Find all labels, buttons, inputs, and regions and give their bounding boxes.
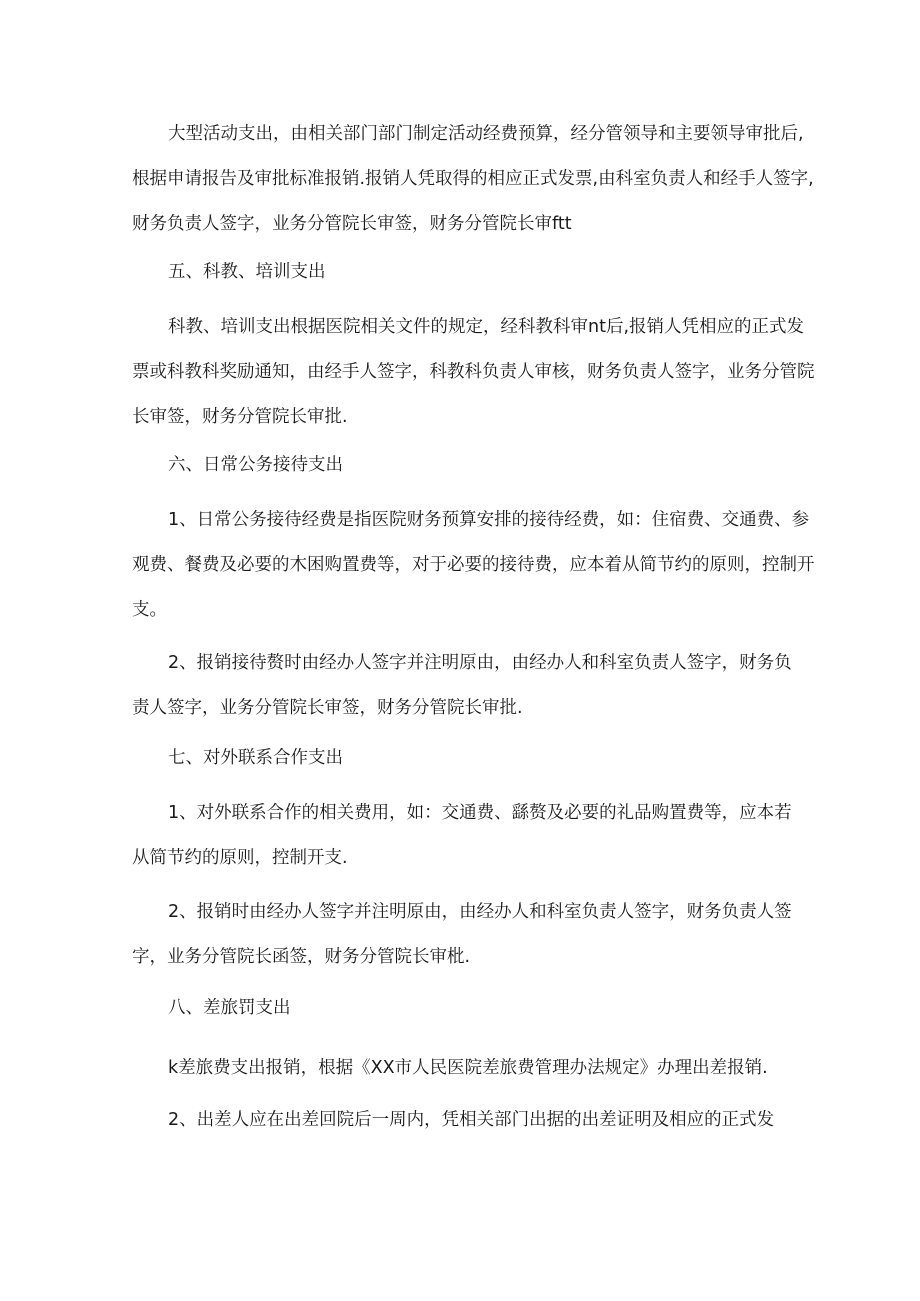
heading-section-6: 六、日常公务接待支出 bbox=[168, 455, 343, 475]
text-line: 财务负责人签字，业务分管院长审签，财务分管院长审ftt bbox=[132, 214, 572, 234]
text-line: 观费、餐费及必要的木困购置费等，对于必要的接待费，应本着从简节约的原则，控制开 bbox=[132, 555, 815, 575]
text-line: 支。 bbox=[132, 600, 167, 620]
text-line: 责人签字，业务分管院长审签，财务分管院长审批. bbox=[132, 698, 523, 718]
paragraph-reception-item-2 bbox=[132, 641, 812, 731]
paragraph-external-cooperation-item-1 bbox=[132, 791, 812, 881]
text-line: 2、出差人应在出差回院后一周内，凭相关部门出据的出差证明及相应的正式发 bbox=[168, 1110, 775, 1130]
paragraph-external-cooperation-item-2 bbox=[132, 890, 812, 980]
text-line: 1、日常公务接待经费是指医院财务预算安排的接待经费，如：住宿费、交通费、参 bbox=[168, 510, 810, 530]
text-line: 2、报销时由经办人签字并注明原由，由经办人和科室负责人签字，财务负责人签 bbox=[168, 902, 792, 922]
paragraph-large-activity-expense bbox=[132, 112, 812, 247]
text-line: k差旅费支出报销，根据《XX市人民医院差旅费管理办法规定》办理出差报销. bbox=[168, 1058, 768, 1078]
text-line: 从简节约的原则，控制开支. bbox=[132, 848, 348, 868]
text-line: 长审签，财务分管院长审批. bbox=[132, 407, 348, 427]
paragraph-education-training bbox=[132, 305, 815, 440]
text-line: 大型活动支出，由相关部门部门制定活动经费预算，经分管领导和主要领导审批后, bbox=[168, 124, 804, 144]
heading-section-8: 八、差旅罚支出 bbox=[168, 998, 291, 1018]
text-line: 科教、培训支出根据医院相关文件的规定，经科教科审nt后,报销人凭相应的正式发 bbox=[168, 317, 805, 337]
text-line: 2、报销接待赘时由经办人签字并注明原由，由经办人和科室负责人签字，财务负 bbox=[168, 653, 792, 673]
text-line: 1、对外联系合作的相关费用，如：交通费、繇赘及必要的礼品购置费等，应本若 bbox=[168, 803, 792, 823]
heading-section-7: 七、对外联系合作支出 bbox=[168, 748, 343, 768]
text-line: 根据申请报告及审批标准报销.报销人凭取得的相应正式发票,由科室负责人和经手人签字, bbox=[132, 169, 814, 189]
text-line: 票或科教科奖励通知，由经手人签字，科教科负责人审核，财务负责人签字，业务分管院 bbox=[132, 362, 815, 382]
paragraph-travel-item-1 bbox=[132, 1046, 812, 1091]
paragraph-reception-item-1 bbox=[132, 498, 815, 633]
heading-section-5: 五、科教、培训支出 bbox=[168, 262, 326, 282]
text-line: 字，业务分管院长函签，财务分管院长审枇. bbox=[132, 947, 471, 967]
paragraph-travel-item-2 bbox=[132, 1098, 812, 1143]
